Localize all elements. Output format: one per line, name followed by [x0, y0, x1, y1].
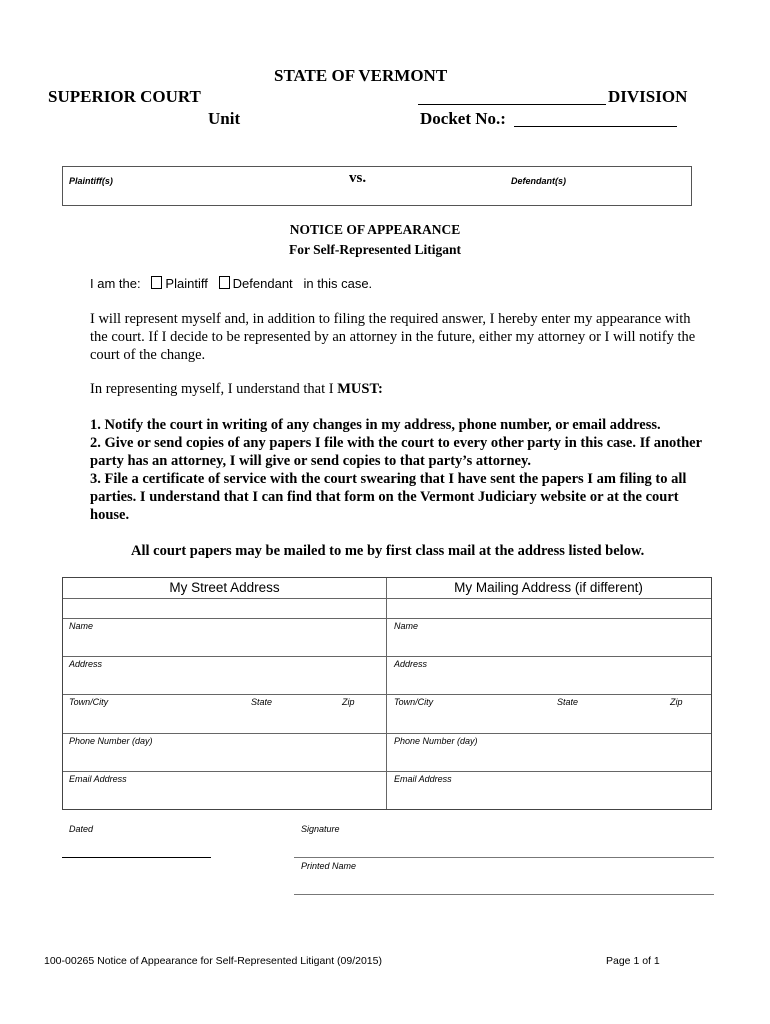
street-email-field[interactable]: Email Address — [69, 774, 127, 784]
division-label: DIVISION — [608, 87, 688, 106]
state-title: STATE OF VERMONT — [274, 66, 448, 85]
street-address-header: My Street Address — [169, 580, 280, 595]
docket-label: Docket No.: — [420, 109, 506, 128]
party-prefix: I am the: — [90, 276, 141, 291]
street-zip-field[interactable]: Zip — [342, 697, 355, 707]
mailing-town-field[interactable]: Town/City — [394, 697, 434, 707]
vs-label: vs. — [349, 170, 367, 186]
mailing-name-field[interactable]: Name — [394, 621, 419, 631]
printed-name-label: Printed Name — [301, 861, 357, 871]
printed-name-line[interactable] — [294, 894, 714, 895]
representation-paragraph: I will represent myself and, in addition to filing the required answer, I hereby enter my appearance with the court. If I decide to be represented by an attorney in the future, either my attorney or I will notify the court of the change. — [90, 311, 696, 363]
mailing-zip-field[interactable]: Zip — [670, 697, 683, 707]
plaintiff-checkbox[interactable] — [151, 276, 162, 289]
mailing-state-field[interactable]: State — [557, 697, 579, 707]
mail-note: All court papers may be mailed to me by first class mail at the address listed below. — [131, 543, 645, 559]
form-id: 100-00265 Notice of Appearance for Self-Represented Litigant (09/2015) — [44, 955, 382, 967]
must-paragraph — [90, 380, 702, 398]
street-phone-field[interactable]: Phone Number (day) — [69, 736, 153, 746]
docket-blank[interactable] — [514, 109, 677, 127]
mailing-address-header: My Mailing Address (if different) — [454, 580, 643, 595]
street-town-field[interactable]: Town/City — [69, 697, 109, 707]
caption-box — [62, 166, 692, 206]
dated-line[interactable] — [62, 857, 211, 858]
obligation-item-2: 2. Give or send copies of any papers I file with the court to every other party in this case. If another party has an attorney, I will give or send copies to that party’s attorney. — [90, 435, 702, 469]
division-blank[interactable] — [418, 87, 606, 105]
signature-line[interactable] — [294, 857, 714, 858]
mailing-email-field[interactable]: Email Address — [394, 774, 452, 784]
party-suffix: in this case. — [303, 276, 373, 291]
plaintiff-option-label: Plaintiff — [165, 276, 208, 291]
street-name-field[interactable]: Name — [69, 621, 94, 631]
plaintiff-label: Plaintiff(s) — [69, 176, 113, 186]
obligation-item-1: 1. Notify the court in writing of any changes in my address, phone number, or email address. — [90, 417, 661, 433]
notice-subtitle: For Self-Represented Litigant — [289, 242, 461, 257]
defendant-label: Defendant(s) — [511, 176, 567, 186]
obligation-item-3: 3. File a certificate of service with the court swearing that I have sent the papers I am filing to all parties. I understand that I can find that form on the Vermont Judiciary website or at the court house. — [90, 471, 687, 523]
signature-label: Signature — [301, 824, 340, 834]
address-table — [62, 577, 712, 810]
notice-title: NOTICE OF APPEARANCE — [289, 222, 461, 237]
street-state-field[interactable]: State — [251, 697, 273, 707]
defendant-option-label: Defendant — [232, 276, 293, 291]
must-emphasis: MUST: — [337, 381, 383, 397]
court-name: SUPERIOR COURT — [48, 87, 201, 106]
dated-label: Dated — [69, 824, 94, 834]
street-address-field[interactable]: Address — [69, 659, 103, 669]
party-selection — [90, 276, 372, 291]
defendant-checkbox[interactable] — [219, 276, 230, 289]
mailing-phone-field[interactable]: Phone Number (day) — [394, 736, 478, 746]
mailing-address-field[interactable]: Address — [394, 659, 428, 669]
must-prefix: In representing myself, I understand that I — [90, 381, 338, 397]
page-number: Page 1 of 1 — [606, 955, 660, 967]
unit-label: Unit — [208, 109, 241, 128]
